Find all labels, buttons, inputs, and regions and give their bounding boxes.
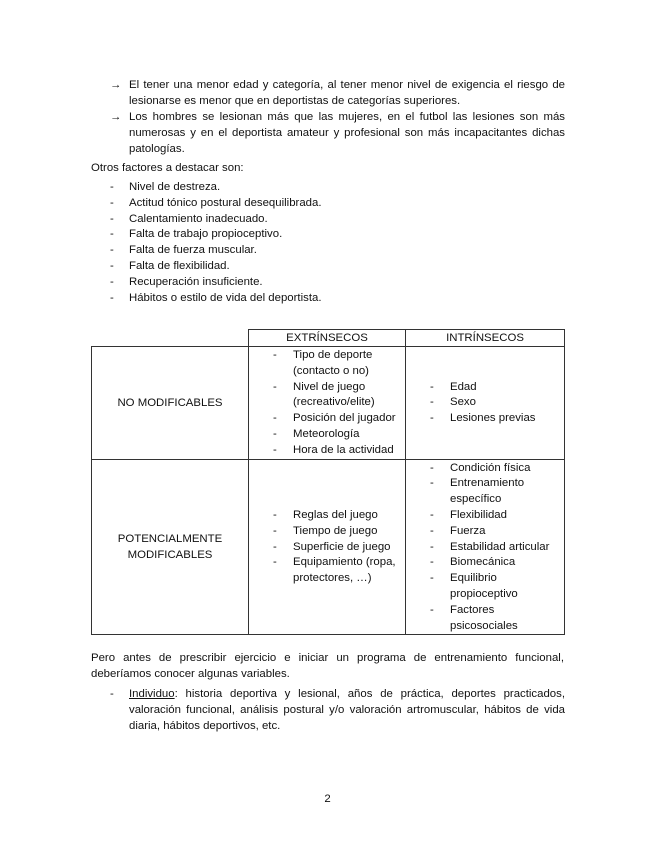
extrinsic-cell (249, 459, 406, 635)
list-item: - Factores psicosociales (430, 603, 518, 632)
arrow-point-text: El tener una menor edad y categoría, al tener menor nivel de exigencia el riesgo de lesionarse es menor que en deportistas de categorías superiores. (129, 79, 565, 107)
list-item: - Estabilidad articular (430, 540, 550, 553)
closing-paragraph: Pero antes de prescribir ejercicio e iniciar un programa de entrenamiento funcional, deberíamos conocer algunas variables. (91, 652, 564, 680)
factors-list (110, 180, 322, 306)
factor-item: - Falta de fuerza muscular. (110, 243, 322, 259)
bullet-dash: - (110, 181, 114, 193)
list-item: - Posición del jugador (273, 412, 396, 425)
list-item: - Equipamiento (ropa, protectores, …) (273, 556, 396, 585)
arrow-point (110, 77, 565, 109)
arrow-point-list (110, 77, 565, 157)
list-item: - Reglas del juego (273, 508, 378, 521)
variables-list (110, 686, 565, 734)
factor-item: - Recuperación insuficiente. (110, 275, 322, 291)
table-header-row (92, 330, 565, 347)
factor-item: - Falta de trabajo propioceptivo. (110, 227, 322, 243)
list-item: - Tipo de deporte (contacto o no) (273, 349, 373, 377)
list-item: - Meteorología (273, 427, 360, 440)
list-item: - Fuerza (430, 524, 486, 537)
page-number: 2 (324, 793, 331, 805)
right-arrow-icon: → (110, 79, 122, 91)
row-label-potencialmente-modificables: POTENCIALMENTE MODIFICABLES (92, 459, 249, 635)
factor-item: - Falta de flexibilidad. (110, 259, 322, 275)
list-item: - Nivel de juego (recreativo/elite) (273, 380, 375, 409)
table-row (92, 459, 565, 635)
column-header-intrinsic: INTRÍNSECOS (406, 330, 565, 347)
column-header-extrinsic: EXTRÍNSECOS (249, 330, 406, 347)
table-row (92, 347, 565, 460)
variable-item (110, 686, 565, 734)
bullet-dash: - (110, 291, 114, 304)
list-item: - Hora de la actividad (273, 443, 394, 456)
factor-item: - Actitud tónico postural desequilibrada. (110, 196, 322, 212)
bullet-dash: - (110, 688, 114, 700)
list-item: - Entrenamiento específico (430, 477, 525, 506)
risk-factors-table (91, 329, 565, 635)
list-item: - Superficie de juego (273, 540, 391, 553)
intrinsic-cell (406, 459, 565, 635)
arrow-point (110, 109, 565, 157)
intrinsic-cell (406, 347, 565, 460)
list-item: - Flexibilidad (430, 508, 507, 521)
extrinsic-cell (249, 347, 406, 460)
list-item: - Tiempo de juego (273, 524, 378, 537)
row-label-no-modificables: NO MODIFICABLES (92, 347, 249, 460)
bullet-dash: - (110, 259, 114, 272)
list-item: - Edad (430, 380, 477, 393)
list-item: - Sexo (430, 396, 476, 409)
factors-intro: Otros factores a destacar son: (91, 162, 244, 174)
right-arrow-icon: → (110, 111, 122, 123)
list-item: - Condición física (430, 461, 531, 474)
list-item: - Equilibrio propioceptivo (430, 572, 518, 600)
variable-term: Individuo (129, 688, 175, 700)
table-corner-cell (92, 330, 249, 347)
bullet-dash: - (110, 244, 114, 257)
bullet-dash: - (110, 275, 114, 288)
factor-item: - Hábitos o estilo de vida del deportista. (110, 291, 322, 307)
bullet-dash: - (110, 228, 114, 241)
bullet-dash: - (110, 196, 114, 209)
variable-description: : historia deportiva y lesional, años de práctica, deportes practicados, valoración funcional, análisis postural y/o valoración artromuscular, hábitos de vida diaria, hábitos deportivos, etc. (129, 688, 565, 732)
list-item: - Biomecánica (430, 556, 516, 569)
bullet-dash: - (110, 212, 114, 225)
factor-item: - Calentamiento inadecuado. (110, 212, 322, 228)
arrow-point-text: Los hombres se lesionan más que las mujeres, en el futbol las lesiones son más numerosas y en el deportista amateur y profesional son más incapacitantes dichas patologías. (129, 111, 565, 155)
list-item: - Lesiones previas (430, 412, 536, 425)
factor-item: - Nivel de destreza. (110, 180, 322, 196)
